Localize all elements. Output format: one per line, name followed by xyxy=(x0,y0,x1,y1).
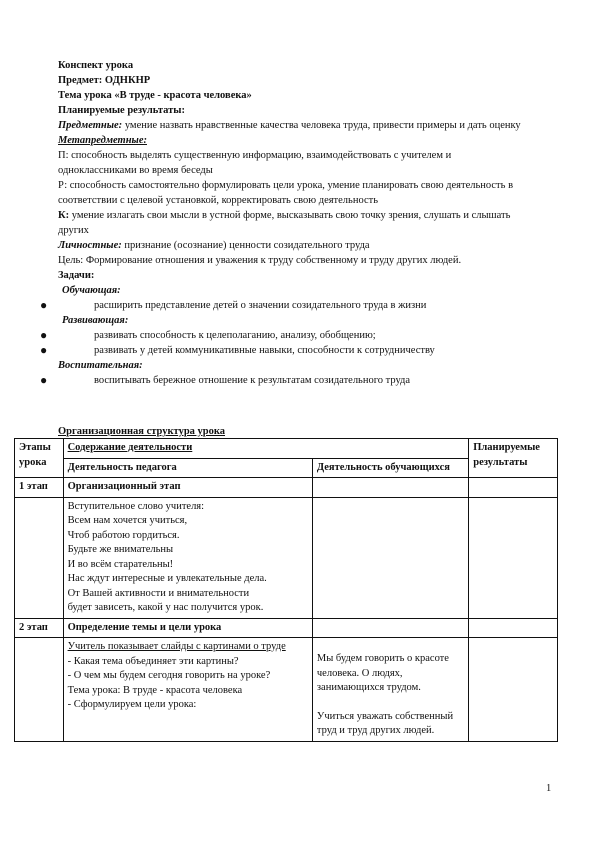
header-content: Содержание деятельности xyxy=(63,439,469,459)
communicative-label: К: xyxy=(58,210,70,221)
bullet-icon: ● xyxy=(40,298,48,312)
lesson-title: Конспект урока xyxy=(58,60,134,71)
table-row xyxy=(15,638,558,742)
page-number: 1 xyxy=(546,783,552,794)
header-teacher: Деятельность педагога xyxy=(63,458,312,478)
subject-results xyxy=(58,118,528,133)
teaching-label: Обучающая: xyxy=(62,285,121,296)
educating-item: ● воспитывать бережное отношение к результатам созидательного труда xyxy=(40,373,411,387)
metasubject-label: Метапредметные: xyxy=(58,135,147,146)
table-row xyxy=(15,618,558,638)
communicative-results xyxy=(58,208,528,238)
stage2-students-cell: Мы будем говорить о красоте человека. О людях, занимающихся трудом. Учиться уважать собственный труд и труд других людей. xyxy=(312,638,468,742)
stage2-label: 2 этап xyxy=(15,618,64,638)
subject-line: Предмет: ОДНКНР xyxy=(58,75,151,86)
table-row xyxy=(15,478,558,498)
stage1-teacher-cell: Вступительное слово учителя: Всем нам хочется учиться, Чтоб работою гордиться. Будьте же внимательны И во всём старательны! Нас ждут интересные и увлекательные дела. От Вашей активности и внимательности будет зависеть, какой у нас получится урок. xyxy=(63,497,312,618)
personal-label: Личностные: xyxy=(58,240,122,251)
developing-label: Развивающая: xyxy=(62,315,129,326)
table-row xyxy=(15,497,558,618)
tasks-label: Задачи: xyxy=(58,270,95,281)
developing-item: ● развивать у детей коммуникативные навыки, способности к сотрудничеству xyxy=(40,343,435,357)
stage1-label: 1 этап xyxy=(15,478,64,498)
regulative-results: Р: способность самостоятельно формулировать цели урока, умение планировать свою деятельность в соответствии с целевой установкой, корректировать свою деятельность xyxy=(58,180,514,206)
goal-line: Цель: Формирование отношения и уважения к труду собственному и труду других людей. xyxy=(58,255,462,266)
subject-results-label: Предметные: xyxy=(58,120,123,131)
table-header-row xyxy=(15,439,558,459)
header-students: Деятельность обучающихся xyxy=(312,458,468,478)
subject-results-text: умение назвать нравственные качества человека труда, привести примеры и дать оценку xyxy=(122,120,521,131)
developing-item: ● развивать способность к целеполаганию, анализу, обобщению; xyxy=(40,328,376,342)
bullet-icon: ● xyxy=(40,373,48,387)
structure-title: Организационная структура урока xyxy=(58,426,226,437)
personal-results xyxy=(58,238,528,253)
cognitive-results: П: способность выделять существенную информацию, взаимодействовать с учителем и одноклассниками во время беседы xyxy=(58,150,452,176)
communicative-text: умение излагать свои мысли в устной форме, высказывать свою точку зрения, слушать и слышать других xyxy=(58,210,511,236)
teaching-item: ● расширить представление детей о значении созидательного труда в жизни xyxy=(40,298,427,312)
header-stages: Этапы урока xyxy=(15,439,64,478)
bullet-icon: ● xyxy=(40,343,48,357)
personal-text: признание (осознание) ценности созидательного труда xyxy=(121,240,370,251)
lesson-plan xyxy=(40,58,528,388)
planned-results-heading: Планируемые результаты: xyxy=(58,105,185,116)
topic-line: Тема урока «В труде - красота человека» xyxy=(58,90,252,101)
header-results: Планируемые результаты xyxy=(469,439,558,478)
stage1-name: Организационный этап xyxy=(63,478,312,498)
bullet-icon: ● xyxy=(40,328,48,342)
stage2-teacher-cell: Учитель показывает слайды с картинами о труде - Какая тема объединяет эти картины? - О чем мы будем сегодня говорить на уроке? Тема урока: В труде - красота человека - Сформулируем цели урока: xyxy=(63,638,312,742)
lesson-structure-table xyxy=(14,438,558,742)
stage2-name: Определение темы и цели урока xyxy=(63,618,312,638)
educating-label: Воспитательная: xyxy=(58,360,143,371)
